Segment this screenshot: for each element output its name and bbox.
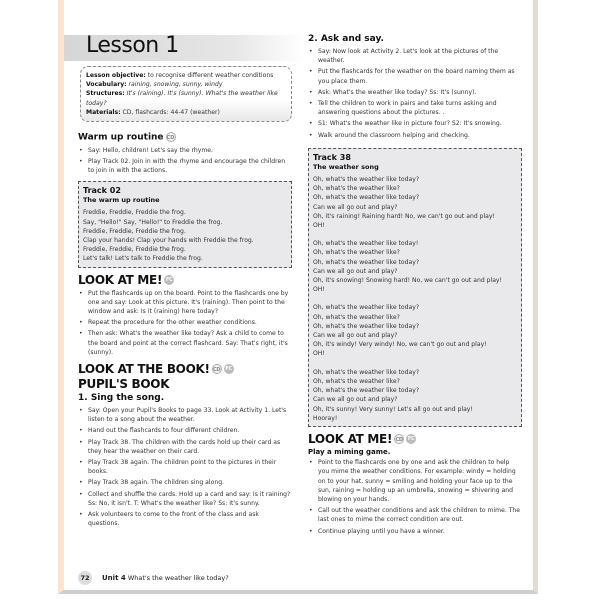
lyric-line: Oh, what's the weather like today?	[313, 176, 420, 184]
look2-subheading: Play a miming game.	[308, 447, 391, 456]
footer	[78, 571, 229, 585]
list-item: • Collect and shuffle the cards. Hold up a card and say: Is it raining? Ss: No, it isn't. T: What's the weather like? Ss: It's sunny.	[78, 490, 292, 508]
left-column	[78, 66, 292, 530]
lyric-line: Oh, what's the weather like?	[313, 185, 400, 193]
unit-label: Unit 4	[102, 574, 126, 582]
stanza	[313, 175, 517, 230]
list-item: • Play Track 38 again. The children point to the pictures in their books.	[78, 458, 292, 476]
lyric-line: OH!	[313, 286, 325, 294]
pupils-book-heading: PUPIL'S BOOK	[78, 376, 170, 391]
lyric-line: Clap your hands! Clap your hands with Freddie the frog.	[83, 236, 254, 244]
track-subtitle: The weather song	[313, 162, 379, 171]
lyric-line: Oh, what's the weather like?	[313, 249, 400, 257]
list-item: • Hand out the flashcards to four different children.	[78, 426, 292, 435]
lyric-line: OH!	[313, 350, 325, 358]
warmup-list	[78, 146, 292, 176]
lyric-line: Oh, what's the weather like?	[313, 313, 400, 321]
structures-text: It's (raining). It's (sunny). What's the weather like today?	[86, 90, 278, 107]
track02-box	[78, 181, 292, 267]
list-item: • Point to the flashcards one by one and ask the children to help you mime the weather conditions. For example: windy = holding on to your hat, sunny = smiling and holding your face up to the sun, raining = holding up an umbrella, snowing = shivering and blowing on your hands.	[308, 458, 522, 504]
list-item: • Continue playing until you have a winner.	[308, 527, 522, 536]
list-item: • Play Track 02. Join in with the rhyme and encourage the children to join in with the actions.	[78, 157, 292, 175]
list-item: • Ask: What's the weather like today? Ss: It's (sunny).	[308, 88, 522, 97]
step2-list	[308, 47, 522, 140]
right-column	[308, 34, 522, 538]
track-lines	[83, 208, 287, 263]
objective-box	[80, 66, 292, 122]
lyric-line: OH!	[313, 222, 325, 230]
stanza	[313, 239, 517, 294]
vocab-text: raining, snowing, sunny, windy	[126, 81, 223, 89]
flashcard-icon: FC	[165, 277, 173, 284]
lyric-line: Oh, it's sunny! Very sunny! Let's all go out and play!	[313, 405, 473, 413]
list-item: • Play Track 38 again. The children sing along.	[78, 478, 292, 487]
cd-icon: CD	[394, 434, 404, 444]
list-item: • Play Track 38. The children with the cards hold up their card as they hear the weather on their card.	[78, 438, 292, 456]
list-item: • Say: Open your Pupil's Books to page 33. Look at Activity 1. Let's listen to a song about the weather.	[78, 406, 292, 424]
stanza	[313, 303, 517, 358]
list-item: • Put the flashcards for the weather on the board naming them as you place them.	[308, 67, 522, 85]
lyric-line: Oh, it's snowing! Snowing hard! No, we can't go out and play!	[313, 277, 502, 285]
lyric-line: Can we all go out and play?	[313, 267, 398, 275]
list-item: • Repeat the procedure for the other weather conditions.	[78, 318, 292, 327]
heading-text: LOOK AT THE BOOK!	[78, 361, 210, 376]
warmup-heading	[78, 132, 292, 144]
flashcard-icon: FC	[407, 436, 415, 443]
cd-icon: CD	[212, 364, 222, 374]
list-item: • Say: Now look at Activity 2. Let's look at the pictures of the weather.	[308, 47, 522, 65]
book-list	[78, 406, 292, 528]
lyric-line: Oh, what's the weather like today?	[313, 304, 420, 312]
track-title: Track 02	[83, 186, 121, 196]
track38-box	[308, 148, 522, 427]
page-number: 72	[78, 571, 92, 585]
list-item: • Put the flashcards up on the board. Point to the flashcards one by one and say: Look at this picture. It's (raining). Then point to the window and ask: Is it (raining) here today?	[78, 289, 292, 317]
lesson-title: Lesson 1	[86, 33, 179, 58]
lyric-line: Oh, what's the weather like today?	[313, 368, 420, 376]
book-heading	[78, 363, 292, 376]
unit-title: What's the weather like today?	[127, 574, 229, 582]
lyric-line: Let's talk! Let's talk to Freddie the frog.	[83, 255, 203, 263]
heading-text: LOOK AT ME!	[308, 431, 393, 446]
list-item: • Call out the weather conditions and ask the children to mime. The last ones to mime the correct condition are out.	[308, 506, 522, 524]
lyric-line: Oh, what's the weather like?	[313, 377, 400, 385]
objective-text: to recognise different weather conditions	[145, 72, 274, 79]
step2-heading: 2. Ask and say.	[308, 34, 384, 44]
list-item: • Tell the children to work in pairs and take turns asking and answering questions about the pictures. .	[308, 99, 522, 117]
label: Vocabulary:	[86, 81, 127, 89]
heading-text: LOOK AT ME!	[78, 272, 163, 287]
lyric-line: Can we all go out and play?	[313, 332, 398, 340]
cd-icon: CD	[166, 132, 176, 142]
lyric-line: Can we all go out and play?	[313, 203, 398, 211]
lyric-line: Can we all go out and play?	[313, 396, 398, 404]
list-item: • S1: What's the weather like in picture four? S2: It's snowing.	[308, 119, 522, 128]
look2-list	[308, 458, 522, 536]
step1-heading: 1. Sing the song.	[78, 392, 165, 403]
lyric-line: Freddie, Freddie, Freddie the frog.	[83, 227, 186, 235]
track-subtitle: The warm up routine	[83, 196, 160, 205]
label: Structures:	[86, 90, 125, 98]
lyric-line: Oh, what's the weather like today?	[313, 194, 420, 202]
label: Materials:	[86, 108, 121, 116]
stanza	[313, 368, 517, 423]
lyric-line: Freddie, Freddie, Freddie the frog.	[83, 246, 186, 254]
materials-text: CD, flashcards: 44-47 (weather)	[120, 108, 220, 116]
track-title: Track 38	[313, 152, 351, 162]
look1-list	[78, 289, 292, 357]
flashcard-icon: FC	[225, 366, 232, 373]
lyric-line: Oh, it's raining! Raining hard! No, we can't go out and play!	[313, 212, 495, 220]
lyric-line: Oh, what's the weather like today?	[313, 322, 420, 330]
lyric-line: Oh, what's the weather like today?	[313, 387, 420, 395]
lyric-line: Oh, what's the weather like today!	[313, 240, 419, 248]
lyric-line: Hooray!	[313, 414, 338, 422]
list-item: • Ask volunteers to come to the front of the class and ask questions.	[78, 510, 292, 528]
look2-heading	[308, 433, 522, 446]
list-item: • Say: Hello, children! Let's say the rhyme.	[78, 146, 292, 155]
lyric-line: Oh, what's the weather like today?	[313, 258, 420, 266]
list-item: • Then ask: What's the weather like today? Ask a child to come to the board and point at the correct flashcard. Say: That's right, it's (sunny).	[78, 329, 292, 357]
lyric-line: Say, "Hello!" Say, "Hello!" to Freddie the frog.	[83, 218, 223, 226]
track-lines	[313, 175, 517, 423]
look1-heading	[78, 274, 292, 287]
label: Lesson objective:	[86, 72, 146, 79]
list-item: • Walk around the classroom helping and checking.	[308, 131, 522, 140]
heading-text: Warm up routine	[78, 132, 164, 143]
lyric-line: Oh, it's windy! Very windy! No, we can't go out and play!	[313, 341, 487, 349]
lyric-line: Freddie, Freddie, Freddie the frog.	[83, 209, 186, 217]
